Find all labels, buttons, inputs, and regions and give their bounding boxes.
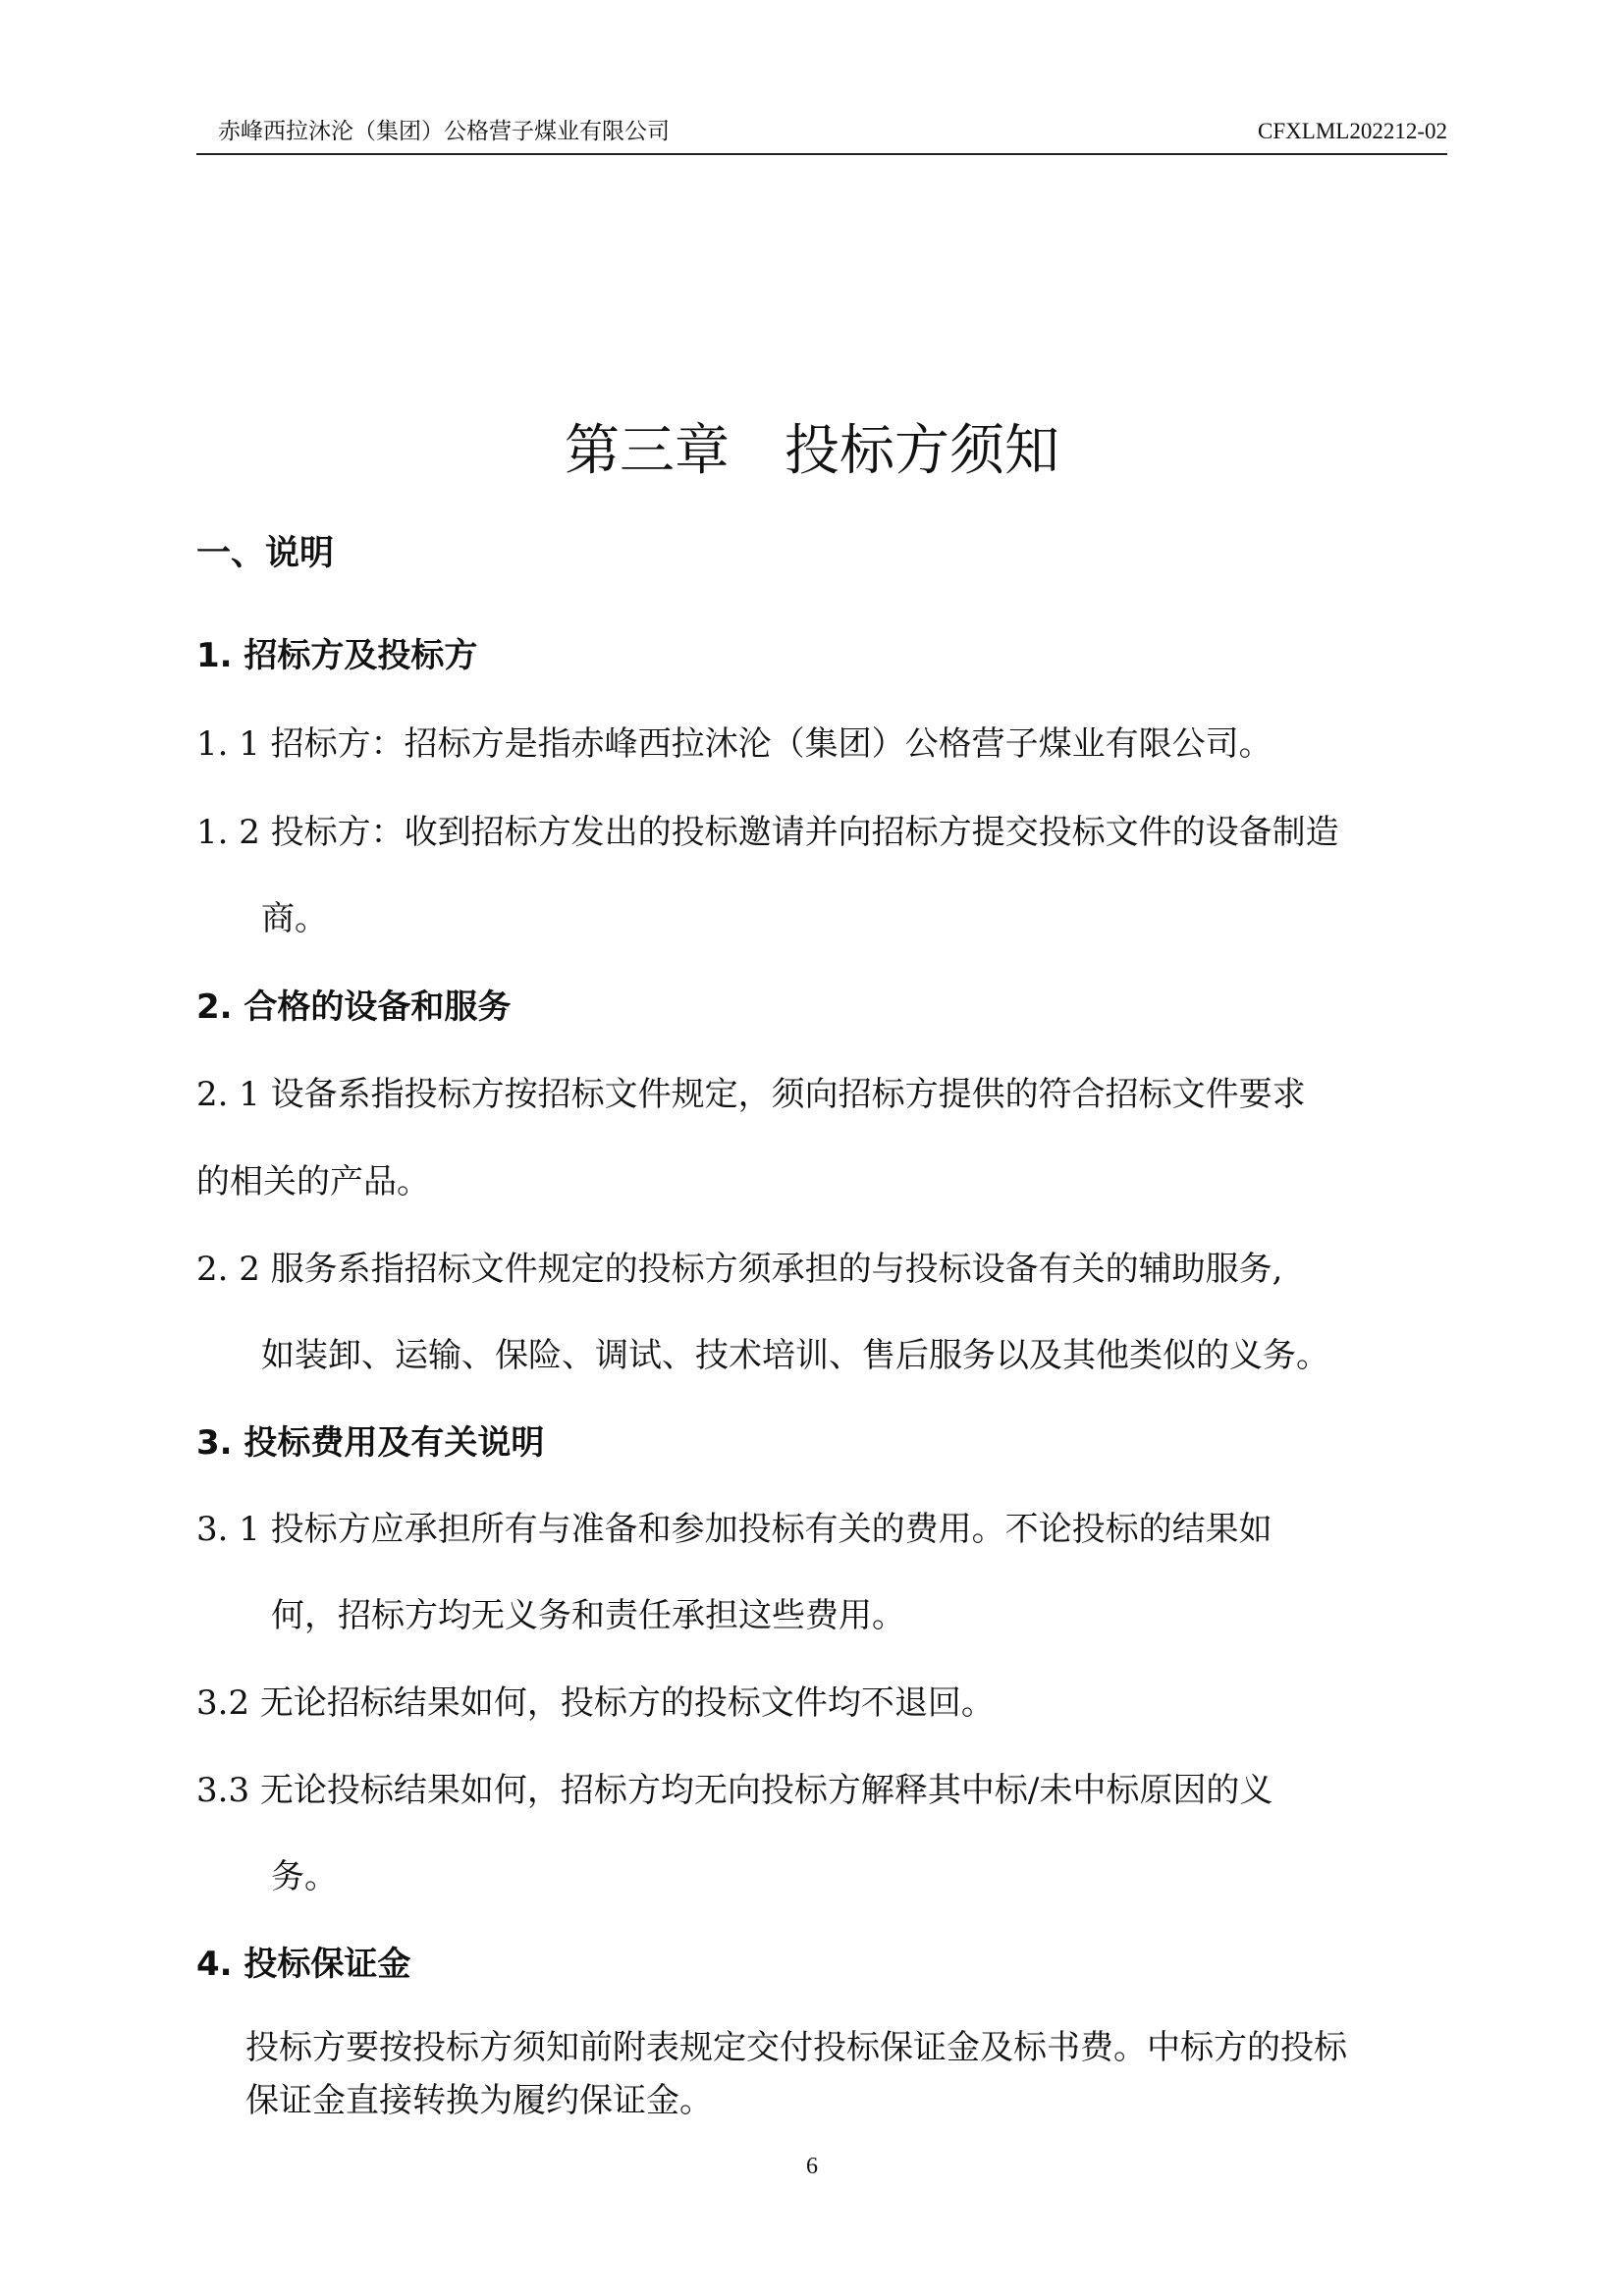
paragraph-3-1-line-1: 3. 1 投标方应承担所有与准备和参加投标有关的费用。不论投标的结果如: [196, 1510, 1272, 1549]
subsection-heading-1: 1. 招标方及投标方: [196, 636, 478, 675]
paragraph-1-2-line-1: 1. 2 投标方：收到招标方发出的投标邀请并向招标方提交投标文件的设备制造: [196, 813, 1339, 852]
paragraph-2-2-line-2: 如装卸、运输、保险、调试、技术培训、售后服务以及其他类似的义务。: [261, 1336, 1329, 1375]
paragraph-3-3-line-1: 3.3 无论投标结果如何，招标方均无向投标方解释其中标/未中标原因的义: [196, 1771, 1273, 1810]
subsection-heading-2: 2. 合格的设备和服务: [196, 988, 512, 1027]
paragraph-1-1: 1. 1 招标方：招标方是指赤峰西拉沐沦（集团）公格营子煤业有限公司。: [196, 724, 1272, 764]
section-heading-explanation: 一、说明: [196, 534, 335, 573]
paragraph-2-1-line-1: 2. 1 设备系指投标方按招标文件规定，须向招标方提供的符合招标文件要求: [196, 1075, 1306, 1114]
paragraph-4-line-2: 保证金直接转换为履约保证金。: [245, 2081, 713, 2120]
paragraph-2-2-line-1: 2. 2 服务系指招标文件规定的投标方须承担的与投标设备有关的辅助服务,: [196, 1250, 1283, 1289]
paragraph-3-3-line-2: 务。: [271, 1857, 338, 1896]
chapter-title: 第三章 投标方须知: [565, 419, 1059, 483]
subsection-heading-3: 3. 投标费用及有关说明: [196, 1423, 545, 1463]
paragraph-2-1-line-2: 的相关的产品。: [196, 1162, 430, 1201]
paragraph-3-2: 3.2 无论招标结果如何，投标方的投标文件均不退回。: [196, 1683, 995, 1723]
page-header: [196, 114, 1447, 155]
header-document-code: CFXLML202212-02: [1258, 119, 1447, 143]
paragraph-3-1-line-2: 何，招标方均无义务和责任承担这些费用。: [271, 1596, 905, 1635]
header-company-name: 赤峰西拉沐沦（集团）公格营子煤业有限公司: [218, 119, 670, 144]
subsection-heading-4: 4. 投标保证金: [196, 1945, 411, 1984]
page-number: 6: [806, 2154, 818, 2179]
paragraph-1-2-line-2: 商。: [261, 899, 328, 938]
paragraph-4-line-1: 投标方要按投标方须知前附表规定交付投标保证金及标书费。中标方的投标: [245, 2028, 1347, 2067]
